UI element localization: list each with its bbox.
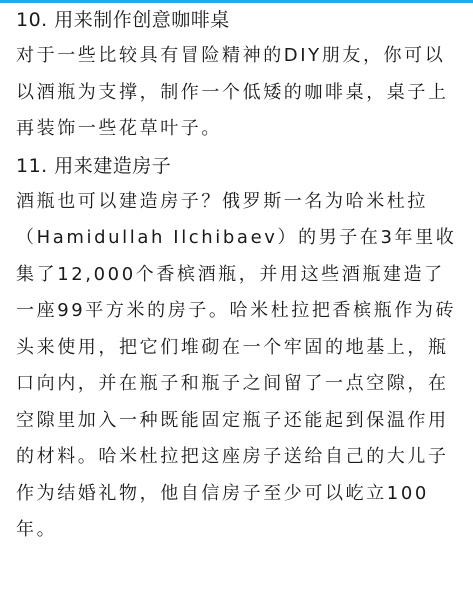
section-heading: 11. 用来建造房子 [16, 154, 172, 177]
section-coffee-table [16, 2, 458, 148]
article-body [16, 2, 458, 549]
section-paragraph: 对于一些比较具有冒险精神的DIY朋友，你可以以酒瓶为支撑，制作一个低矮的咖啡桌，桌子上再装饰一些花草叶子。 [16, 45, 449, 139]
section-paragraph: 酒瓶也可以建造房子？俄罗斯一名为哈米杜拉（Hamidullah Ilchibaev）的男子在3年里收集了12,000个香槟酒瓶，并用这些酒瓶建造了一座99平方米的房子。哈米杜拉把香槟瓶作为砖头来使用，把它们堆砌在一个牢固的地基上，瓶口向内，并在瓶子和瓶子之间留了一点空隙，在空隙里加入一种既能固定瓶子还能起到保温作用的材料。哈米杜拉把这座房子送给自己的大儿子作为结婚礼物，他自信房子至少可以屹立100年。 [16, 190, 457, 540]
section-bottle-house [16, 148, 458, 549]
section-heading: 10. 用来制作创意咖啡桌 [16, 9, 230, 31]
